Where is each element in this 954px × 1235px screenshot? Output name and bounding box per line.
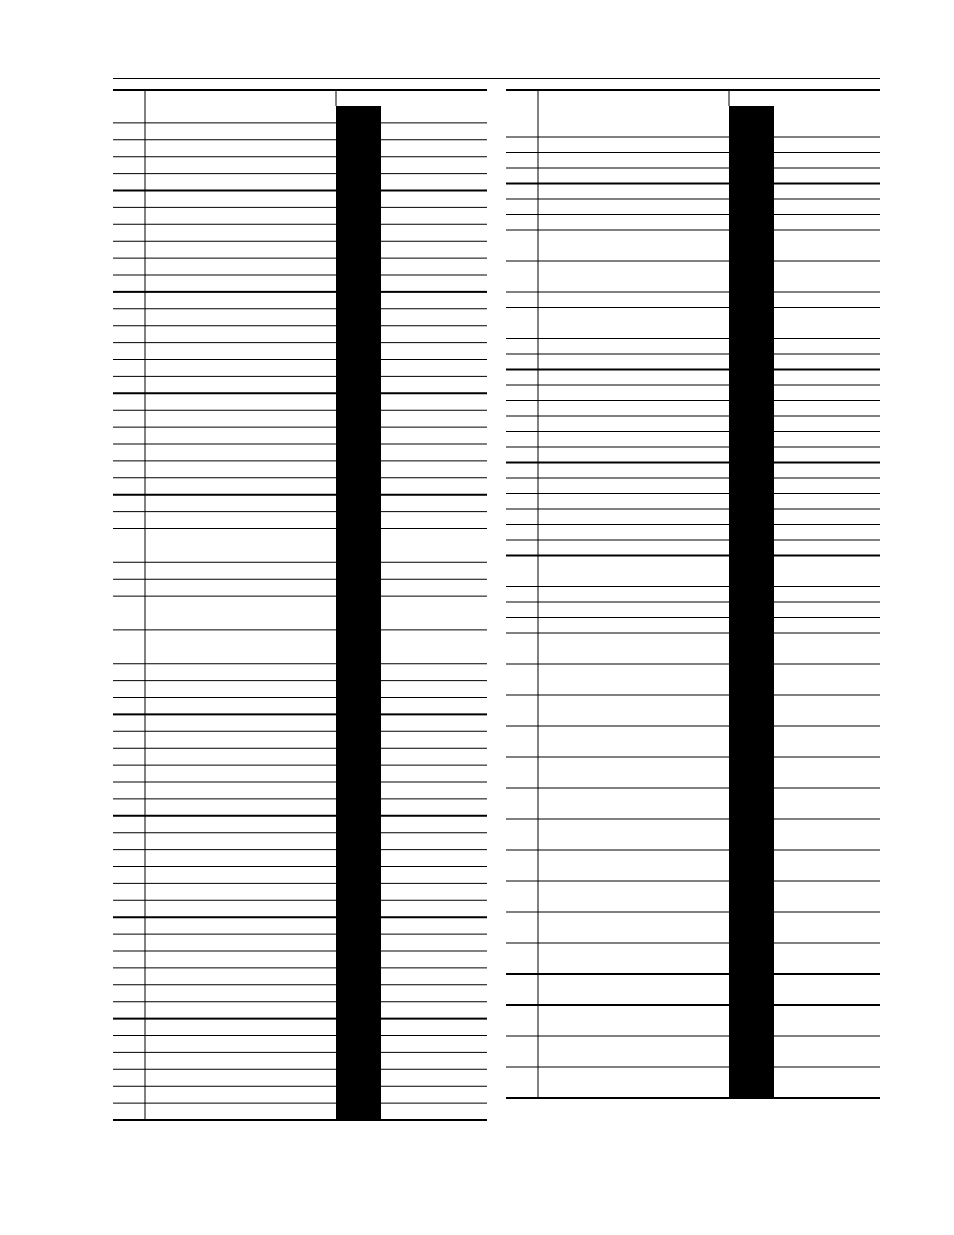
shaded-cell: [729, 943, 774, 974]
shaded-cell: [729, 401, 774, 417]
shaded-cell: [729, 463, 774, 479]
shaded-cell: [729, 850, 774, 881]
shaded-cell: [729, 525, 774, 541]
shaded-cell: [729, 153, 774, 169]
shaded-cell: [729, 370, 774, 386]
shaded-cell: [729, 354, 774, 370]
shaded-cell: [729, 478, 774, 494]
shaded-cell: [729, 881, 774, 912]
shaded-cell: [729, 199, 774, 215]
shaded-cell: [729, 757, 774, 788]
shaded-cell: [729, 137, 774, 153]
shaded-cell: [729, 819, 774, 850]
shaded-cell: [729, 261, 774, 292]
shaded-cell: [729, 726, 774, 757]
shaded-cell: [729, 556, 774, 587]
shaded-cell: [729, 339, 774, 355]
shaded-cell: [729, 106, 774, 137]
shaded-cell: [729, 618, 774, 634]
shaded-cell: [729, 1067, 774, 1098]
shaded-cell: [729, 1036, 774, 1067]
shaded-cell: [729, 308, 774, 339]
shaded-cell: [729, 695, 774, 726]
shaded-cell: [729, 1005, 774, 1036]
shaded-cell: [729, 664, 774, 695]
shaded-cell: [729, 587, 774, 603]
shaded-cell: [729, 416, 774, 432]
shaded-cell: [729, 494, 774, 510]
shaded-cell: [729, 540, 774, 556]
shaded-cell: [729, 168, 774, 184]
shaded-cell: [729, 788, 774, 819]
shaded-cell: [729, 292, 774, 308]
shaded-cell: [729, 184, 774, 200]
shaded-cell: [729, 447, 774, 463]
shaded-cell: [729, 974, 774, 1005]
shaded-cell: [729, 509, 774, 525]
shaded-cell: [729, 602, 774, 618]
shaded-cell: [729, 230, 774, 261]
shaded-cell: [729, 215, 774, 231]
shaded-cell: [729, 385, 774, 401]
shaded-cell: [729, 912, 774, 943]
shaded-cell: [729, 633, 774, 664]
shaded-cell: [729, 432, 774, 448]
